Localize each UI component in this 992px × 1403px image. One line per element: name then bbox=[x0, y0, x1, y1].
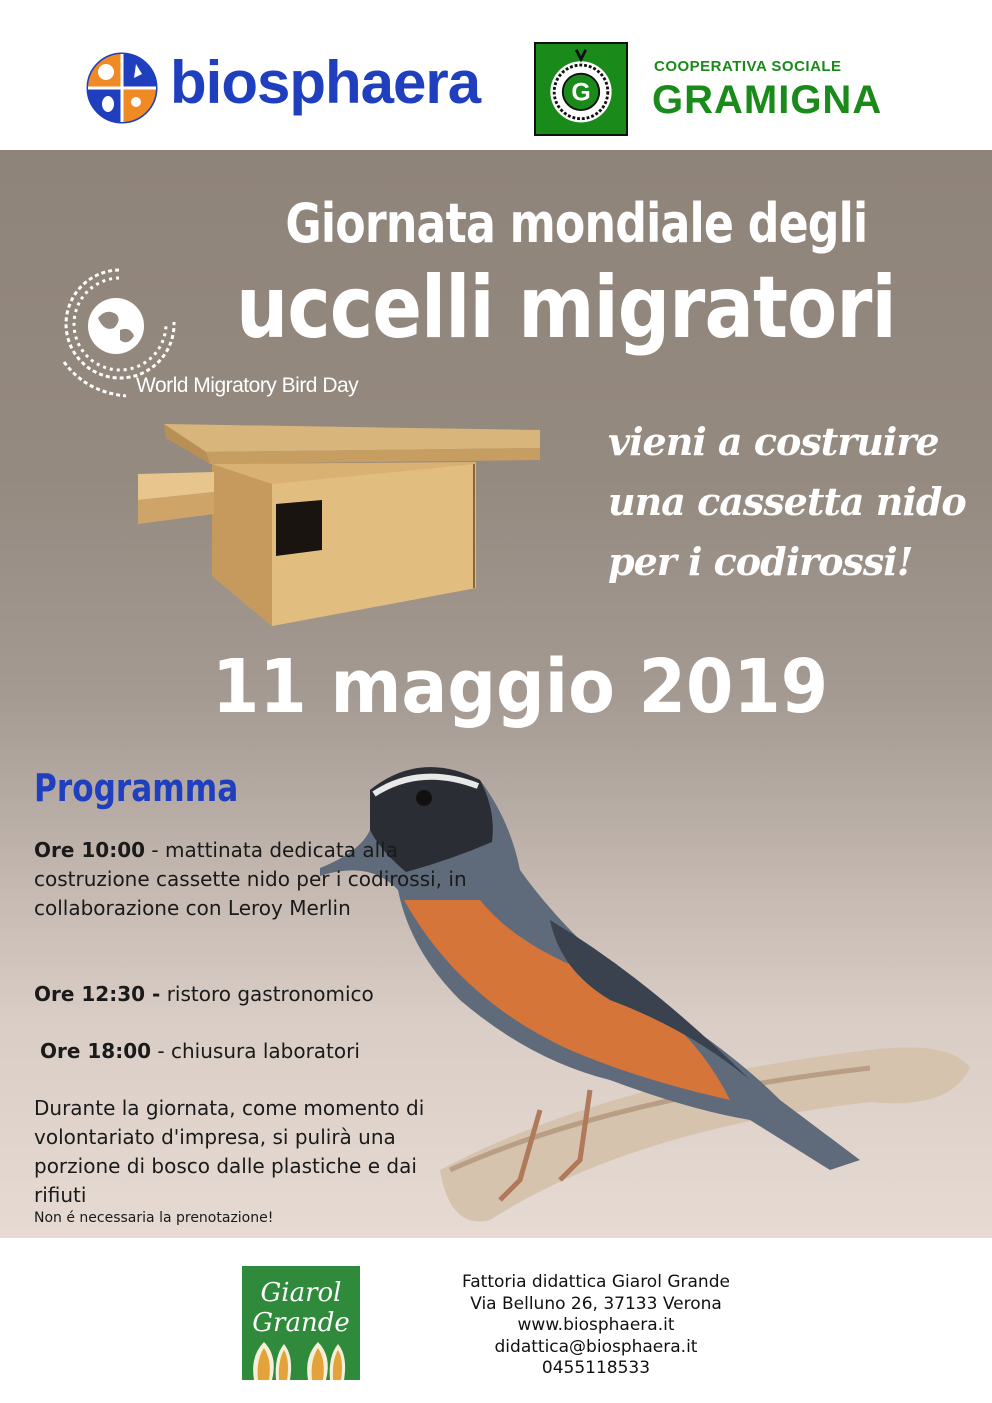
event-date: 11 maggio 2019 bbox=[212, 644, 829, 730]
slogan-line: per i codirossi! bbox=[608, 539, 913, 584]
venue-address bbox=[446, 1272, 746, 1380]
biosphaera-wordmark: biosphaera bbox=[170, 49, 481, 116]
program-item bbox=[34, 836, 474, 923]
nest-box-image bbox=[136, 420, 546, 630]
poster bbox=[0, 150, 992, 1238]
program-item-time: Ore 18:00 bbox=[40, 1039, 152, 1063]
giarol-grande-logo bbox=[242, 1266, 360, 1380]
address-line: Fattoria didattica Giarol Grande bbox=[462, 1272, 730, 1292]
program-title: Programma bbox=[34, 766, 239, 810]
slogan-line: una cassetta nido bbox=[608, 479, 966, 524]
event-slogan bbox=[608, 412, 966, 592]
svg-text:G: G bbox=[571, 78, 591, 107]
event-title-line1: Giornata mondiale degli bbox=[285, 192, 868, 255]
event-title-line2: uccelli migratori bbox=[236, 258, 896, 358]
website-link[interactable]: www.biosphaera.it bbox=[517, 1315, 675, 1335]
header bbox=[0, 0, 992, 150]
email-link[interactable]: didattica@biosphaera.it bbox=[494, 1336, 698, 1357]
wmbd-label: World Migratory Bird Day bbox=[136, 374, 359, 397]
program-item-separator: - bbox=[145, 838, 165, 862]
program-item-text: ristoro gastronomico bbox=[166, 982, 374, 1006]
address-line: Via Belluno 26, 37133 Verona bbox=[470, 1293, 722, 1314]
phone-number: 0455118533 bbox=[541, 1358, 651, 1378]
program-item-separator: - bbox=[151, 1039, 171, 1063]
program-item bbox=[34, 980, 474, 1009]
program-item bbox=[40, 1037, 480, 1066]
program-item-text: chiusura laboratori bbox=[171, 1039, 360, 1063]
booking-note: Non é necessaria la prenotazione! bbox=[34, 1210, 274, 1226]
giarol-logo-line2: Grande bbox=[252, 1308, 350, 1338]
footer bbox=[0, 1238, 992, 1403]
program-item-time: Ore 10:00 bbox=[34, 838, 146, 862]
coop-subtitle: COOPERATIVA SOCIALE bbox=[654, 58, 842, 75]
program-item-time: Ore 12:30 - bbox=[34, 982, 161, 1006]
gramigna-seal-icon bbox=[534, 42, 628, 136]
coop-name: GRAMIGNA bbox=[652, 78, 883, 122]
wheat-icon bbox=[242, 1342, 360, 1380]
giarol-logo-line1: Giarol bbox=[260, 1278, 342, 1308]
program-description: Durante la giornata, come momento di volontariato d'impresa, si pulirà una porzione di bosco dalle plastiche e dai rifiuti bbox=[34, 1096, 425, 1207]
slogan-line: vieni a costruire bbox=[608, 419, 939, 464]
program-item-text: mattinata dedicata alla costruzione cassette nido per i codirossi, in collaborazione con Leroy Merlin bbox=[34, 838, 467, 920]
biosphaera-emblem-icon bbox=[86, 52, 158, 124]
